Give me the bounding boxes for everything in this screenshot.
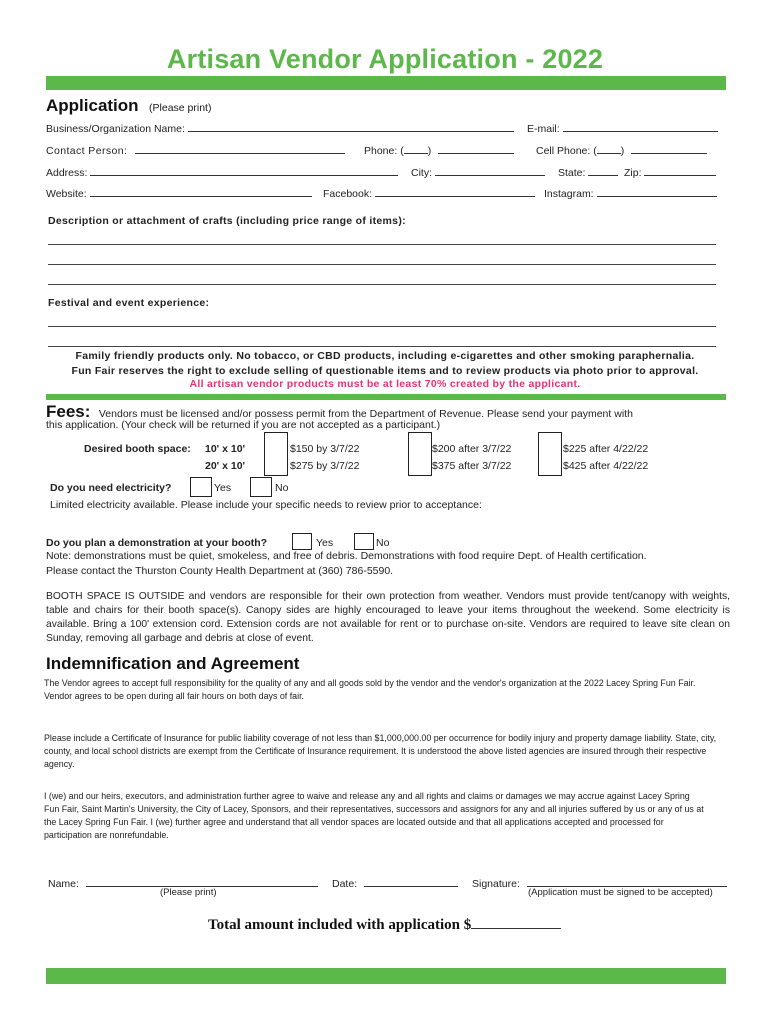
cell-phone-label: Cell Phone: (: [536, 145, 597, 157]
booth-space-label: Desired booth space:: [84, 443, 191, 455]
cell-phone-field[interactable]: [536, 143, 707, 157]
size-20x10: 20' x 10': [205, 460, 246, 472]
notice-artisan-70-percent: All artisan vendor products must be at least 70% created by the applicant.: [189, 378, 581, 390]
festival-line-1[interactable]: [48, 326, 716, 327]
facebook-label: Facebook:: [323, 188, 373, 200]
contact-person-field[interactable]: [46, 143, 345, 157]
electricity-question: Do you need electricity?: [50, 482, 172, 494]
top-green-bar: [46, 76, 726, 90]
notice-exclusion: Fun Fair reserves the right to exclude selling of questionable items and to review products via photo prior to approval.: [71, 365, 699, 377]
address-label: Address:: [46, 167, 88, 179]
indemnification-p1: The Vendor agrees to accept full responsibility for the quality of any and all goods sold by the vendor and the vendor's organization at the 2022 Lacey Spring Fun Fair. Vendor agrees to be open during all fair hours on both days of fair.: [44, 678, 696, 701]
indemnification-p3: I (we) and our heirs, executors, and administration further agree to waive and release any and all rights and claims or damages we may accrue against Lacey Spring Fun Fair, Saint Martin's University, the City of Lacey, Sponsors, and their representatives, successors and assignors for any and all injuries suffered by us or any of us at the Lacey Spring Fun Fair. I (we) further agree and understand that all vendor spaces are located outside and that all applications accepted and processed for participation are nonrefundable.: [44, 791, 704, 840]
price-c-2: $425 after 4/22/22: [563, 460, 649, 472]
signature-note: (Application must be signed to be accepted): [528, 887, 713, 898]
size-10x10: 10' x 10': [205, 443, 246, 455]
zip-label: Zip:: [624, 167, 642, 179]
price-c-1: $225 after 4/22/22: [563, 443, 649, 455]
total-amount-label: Total amount included with application $: [208, 917, 472, 933]
demo-no-checkbox[interactable]: [354, 533, 374, 550]
fees-text-1: Vendors must be licensed and/or possess permit from the Department of Revenue. Please send your payment with: [98, 408, 633, 420]
indemnification-heading: Indemnification and Agreement: [46, 654, 300, 673]
price-b-2: $375 after 3/7/22: [432, 460, 512, 472]
demo-yes-label: Yes: [316, 537, 334, 549]
fees-heading: Fees:: [46, 402, 91, 421]
booth-option-a-checkbox[interactable]: [264, 432, 288, 476]
price-a-2: $275 by 3/7/22: [290, 460, 360, 472]
description-label: Description or attachment of crafts (including price range of items):: [48, 215, 406, 227]
date-field[interactable]: [332, 876, 458, 890]
electricity-yes-label: Yes: [214, 482, 232, 494]
festival-experience-label: Festival and event experience:: [48, 297, 210, 309]
contact-person-label: Contact Person:: [46, 145, 128, 157]
application-heading: Application: [46, 96, 139, 115]
email-field[interactable]: [527, 121, 718, 135]
city-label: City:: [411, 167, 432, 179]
description-line-3[interactable]: [48, 284, 716, 285]
booth-option-c-checkbox[interactable]: [538, 432, 562, 476]
instagram-field[interactable]: [544, 186, 717, 200]
electricity-no-label: No: [275, 482, 289, 494]
electricity-yes-checkbox[interactable]: [190, 477, 212, 497]
total-amount-field[interactable]: [208, 915, 561, 934]
indemnification-p2: Please include a Certificate of Insurance for public liability coverage of not less than $1,000,000.00 per occurrence for bodily injury and property damage liability. State, city, county, and local school districts are exempt from the Certificate of Insurance requirement. It is understood the above listed agencies are insured through their respective agency.: [44, 733, 717, 769]
fees-text-2: this application. (Your check will be returned if you are not accepted as a participant.): [46, 419, 441, 431]
festival-line-2[interactable]: [48, 346, 716, 347]
description-line-2[interactable]: [48, 264, 716, 265]
notice-family-friendly: Family friendly products only. No tobacco, or CBD products, including e-cigarettes and other smoking paraphernalia.: [75, 350, 695, 362]
electricity-no-checkbox[interactable]: [250, 477, 272, 497]
demo-yes-checkbox[interactable]: [292, 533, 312, 550]
cell-paren: ): [620, 145, 625, 157]
address-field[interactable]: [46, 165, 398, 179]
phone-paren: ): [427, 145, 432, 157]
booth-outside-paragraph: BOOTH SPACE IS OUTSIDE and vendors are responsible for their own protection from weather. Vendors must provide tent/canopy with weights, table and chairs for their booth space(s). Canopy sides are highly encouraged to leave your items throughout the weekend. Some electricity is available. Bring a 100' extension cord. Extension cords are not available for rent or to purchase on-site. Vendors are required to leave site clean on Sunday, removing all garbage and debris at close of event.: [46, 591, 730, 644]
instagram-label: Instagram:: [544, 188, 594, 200]
price-b-1: $200 after 3/7/22: [432, 443, 512, 455]
name-label: Name:: [48, 878, 79, 890]
website-field[interactable]: [46, 186, 312, 200]
date-label: Date:: [332, 878, 358, 890]
state-label: State:: [558, 167, 586, 179]
description-line-1[interactable]: [48, 244, 716, 245]
signature-label: Signature:: [472, 878, 520, 890]
name-print-note: (Please print): [160, 887, 217, 898]
electricity-note: Limited electricity available. Please include your specific needs to review prior to acceptance:: [50, 499, 482, 511]
booth-option-b-checkbox[interactable]: [408, 432, 432, 476]
demo-no-label: No: [376, 537, 390, 549]
please-print-note: (Please print): [149, 102, 212, 114]
phone-field[interactable]: [364, 143, 514, 157]
price-a-1: $150 by 3/7/22: [290, 443, 360, 455]
facebook-field[interactable]: [323, 186, 535, 200]
email-label: E-mail:: [527, 123, 560, 135]
demo-note-1: Note: demonstrations must be quiet, smokeless, and free of debris. Demonstrations with food require Dept. of Health certification.: [46, 550, 647, 562]
website-label: Website:: [46, 188, 87, 200]
demo-note-2: Please contact the Thurston County Health Department at (360) 786-5590.: [46, 565, 394, 577]
zip-field[interactable]: [624, 165, 716, 179]
state-field[interactable]: [558, 165, 618, 179]
application-heading-row: [46, 96, 211, 116]
city-field[interactable]: [411, 165, 545, 179]
phone-label: Phone: (: [364, 145, 404, 157]
business-name-label: Business/Organization Name:: [46, 123, 185, 135]
demo-question: Do you plan a demonstration at your booth?: [46, 537, 268, 549]
business-name-field[interactable]: [46, 121, 514, 135]
fees-divider-bar: [46, 394, 726, 400]
page-title: Artisan Vendor Application - 2022: [166, 44, 604, 74]
bottom-green-bar: [46, 968, 726, 984]
